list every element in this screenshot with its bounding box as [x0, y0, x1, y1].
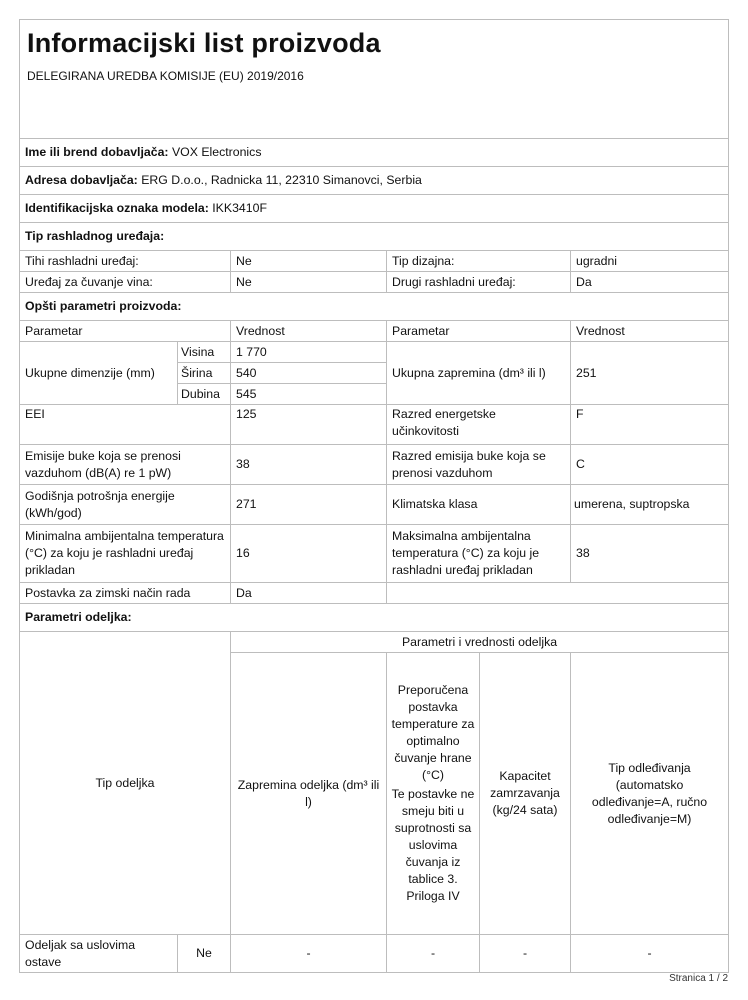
compartments-heading-row — [20, 604, 729, 632]
compartment-row — [20, 935, 729, 973]
compartment-volume: - — [231, 935, 387, 973]
brand-label: Ime ili brend dobavljača: — [25, 145, 169, 159]
wine-storage-value: Ne — [231, 272, 387, 293]
noise-emission-value: 38 — [231, 445, 387, 485]
title-row — [20, 20, 729, 139]
compartment-temp: - — [387, 935, 480, 973]
parameter-row — [20, 445, 729, 485]
brand-row — [20, 139, 729, 167]
dimension-name: Širina — [178, 363, 231, 384]
recommended-temp-text: Preporučena postavka temperature za optimalno čuvanje hrane (°C) — [391, 683, 475, 782]
compartment-present: Ne — [178, 935, 231, 973]
compartment-name: Odeljak sa uslovima ostave — [20, 935, 178, 973]
compartment-group-header: Parametri i vrednosti odeljka — [231, 632, 729, 653]
min-ambient-temp-value: 16 — [231, 525, 387, 583]
col-header-value-2: Vrednost — [571, 321, 729, 342]
noise-class-value: C — [571, 445, 729, 485]
climate-class-label: Klimatska klasa — [387, 485, 571, 525]
max-ambient-temp-label: Maksimalna ambijentalna temperatura (°C) za koju je rashladni uređaj prikladan — [387, 525, 571, 583]
address-value: ERG D.o.o., Radnicka 11, 22310 Simanovci, Serbia — [141, 173, 422, 187]
appliance-type-heading-row — [20, 223, 729, 251]
winter-mode-row — [20, 583, 729, 604]
noise-class-label: Razred emisija buke koja se prenosi vazduhom — [387, 445, 571, 485]
annual-energy-value: 271 — [231, 485, 387, 525]
address-label: Adresa dobavljača: — [25, 173, 138, 187]
min-ambient-temp-label: Minimalna ambijentalna temperatura (°C) za koju je rashladni uređaj prikladan — [20, 525, 231, 583]
annual-energy-label: Godišnja potrošnja energije (kWh/god) — [20, 485, 231, 525]
quiet-appliance-label: Tihi rashladni uređaj: — [20, 251, 231, 272]
parameter-row — [20, 405, 729, 445]
parameter-row — [20, 525, 729, 583]
empty-cell — [387, 583, 729, 604]
other-appliance-value: Da — [571, 272, 729, 293]
title-cell — [20, 20, 729, 139]
general-heading: Opšti parametri proizvoda: — [20, 293, 729, 321]
storage-conditions-note: Te postavke ne smeju biti u suprotnosti sa uslovima čuvanja iz tablice 3. Priloga IV — [391, 787, 475, 903]
total-volume-label: Ukupna zapremina (dm³ ili l) — [387, 342, 571, 405]
other-appliance-label: Drugi rashladni uređaj: — [387, 272, 571, 293]
page-title: Informacijski list proizvoda — [27, 28, 381, 58]
dimension-row — [20, 342, 729, 363]
dimension-value: 545 — [231, 384, 387, 405]
freezing-capacity-header: Kapacitet zamrzavanja (kg/24 sata) — [480, 653, 571, 935]
total-volume-value: 251 — [571, 342, 729, 405]
dimension-value: 1 770 — [231, 342, 387, 363]
col-header-value: Vrednost — [231, 321, 387, 342]
wine-storage-label: Uređaj za čuvanje vina: — [20, 272, 231, 293]
energy-class-label: Razred energetske učinkovitosti — [387, 405, 571, 445]
col-header-param: Parametar — [20, 321, 231, 342]
model-label: Identifikacijska oznaka modela: — [25, 201, 209, 215]
dimension-name: Dubina — [178, 384, 231, 405]
compartments-heading: Parametri odeljka: — [20, 604, 729, 632]
brand-value: VOX Electronics — [171, 145, 262, 159]
winter-mode-value: Da — [231, 583, 387, 604]
product-information-sheet — [19, 19, 728, 973]
address-row — [20, 167, 729, 195]
dimension-value: 540 — [231, 363, 387, 384]
dimension-name: Visina — [178, 342, 231, 363]
climate-class-value: umerena, suptropska — [571, 485, 729, 525]
compartments-group-row — [20, 632, 729, 653]
compartment-type-header: Tip odeljka — [20, 632, 231, 935]
quiet-appliance-value: Ne — [231, 251, 387, 272]
parameter-row — [20, 485, 729, 525]
general-column-headers — [20, 321, 729, 342]
appliance-type-row — [20, 272, 729, 293]
max-ambient-temp-value: 38 — [571, 525, 729, 583]
regulation-subtitle: DELEGIRANA UREDBA KOMISIJE (EU) 2019/2016 — [27, 69, 304, 83]
winter-mode-label: Postavka za zimski način rada — [20, 583, 231, 604]
recommended-temp-header — [387, 653, 480, 935]
defrost-type-header: Tip odleđivanja (automatsko odleđivanje=A, ručno odleđivanje=M) — [571, 653, 729, 935]
eei-label: EEI — [20, 405, 231, 445]
appliance-type-row — [20, 251, 729, 272]
info-table — [19, 19, 729, 973]
compartment-defrost: - — [571, 935, 729, 973]
noise-emission-label: Emisije buke koja se prenosi vazduhom (dB(A) re 1 pW) — [20, 445, 231, 485]
model-row — [20, 195, 729, 223]
compartment-volume-header: Zapremina odeljka (dm³ ili l) — [231, 653, 387, 935]
dimensions-label: Ukupne dimenzije (mm) — [20, 342, 178, 405]
compartment-freezing: - — [480, 935, 571, 973]
general-heading-row — [20, 293, 729, 321]
design-type-value: ugradni — [571, 251, 729, 272]
col-header-param-2: Parametar — [387, 321, 571, 342]
appliance-type-heading: Tip rashladnog uređaja: — [20, 223, 729, 251]
energy-class-value: F — [571, 405, 729, 445]
eei-value: 125 — [231, 405, 387, 445]
page-number: Stranica 1 / 2 — [669, 973, 728, 984]
design-type-label: Tip dizajna: — [387, 251, 571, 272]
model-value: IKK3410F — [212, 201, 267, 215]
